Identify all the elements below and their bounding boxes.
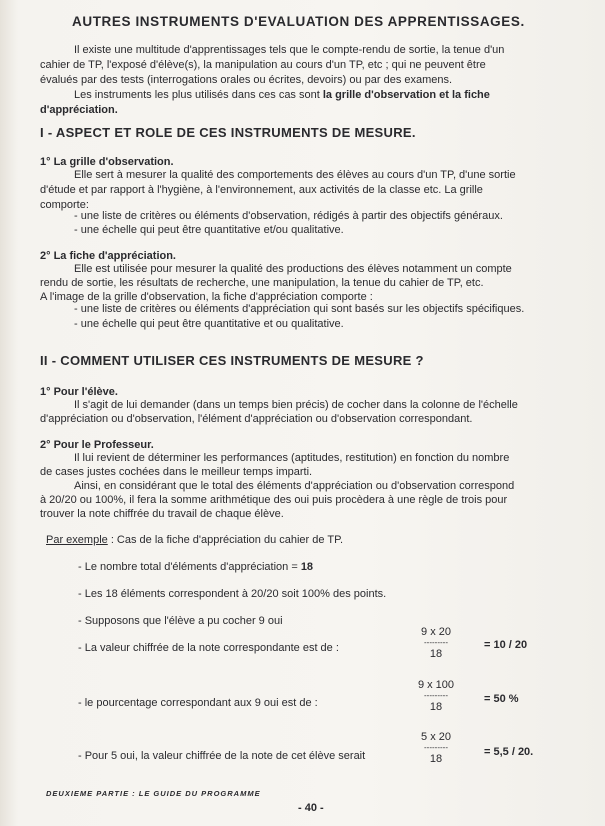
- result-2: = 50 %: [484, 693, 519, 705]
- fraction-3-denominator: 18: [429, 753, 443, 765]
- example-item-3: - Supposons que l'élève a pu cocher 9 oui: [78, 615, 283, 627]
- example-item-2: - Les 18 éléments correspondent à 20/20 soit 100% des points.: [78, 588, 387, 600]
- example-label: Par exemple: [46, 534, 108, 546]
- s1-sub2-bullet-2: - une échelle qui peut être quantitative et ou qualitative.: [74, 318, 344, 330]
- s1-sub2-bullet-1: - une liste de critères ou éléments d'appréciation qui sont basés sur les objectifs spécifiques.: [74, 303, 525, 315]
- section-1-sub-1-heading: 1° La grille d'observation.: [40, 156, 174, 168]
- example-item-4: - La valeur chiffrée de la note correspondante est de :: [78, 642, 339, 654]
- s1-sub1-bullet-1: - une liste de critères ou éléments d'observation, rédigés à partir des objectifs généraux.: [74, 210, 503, 222]
- section-2-heading: II - COMMENT UTILISER CES INSTRUMENTS DE MESURE ?: [40, 353, 424, 368]
- fraction-2-bar: ---------: [424, 691, 448, 700]
- s2-sub2-line-1: Il lui revient de déterminer les performances (aptitudes, restitution) en fonction du nombre: [74, 452, 510, 464]
- page-number: - 40 -: [298, 802, 324, 814]
- section-1-heading: I - ASPECT ET ROLE DE CES INSTRUMENTS DE MESURE.: [40, 125, 416, 140]
- section-2-sub-2-heading: 2° Pour le Professeur.: [40, 439, 154, 451]
- fraction-1-denominator: 18: [429, 648, 443, 660]
- fraction-1-numerator: 9 x 20: [421, 626, 451, 638]
- s2-sub2-line-2: de cases justes cochées dans le meilleur temps imparti.: [40, 466, 313, 478]
- result-1: = 10 / 20: [484, 639, 528, 651]
- s1-sub2-line-1: Elle est utilisée pour mesurer la qualité des productions des élèves notamment un compte: [74, 263, 512, 275]
- intro-line-1: Il existe une multitude d'apprentissages tels que le compte-rendu de sortie, la tenue d'un: [74, 44, 505, 56]
- fraction-1: [406, 626, 466, 660]
- intro-line-4-bold: la grille d'observation et la fiche: [322, 89, 490, 101]
- example-line: [46, 533, 343, 548]
- fraction-3-numerator: 5 x 20: [421, 731, 451, 743]
- section-1-sub-2-heading: 2° La fiche d'appréciation.: [40, 250, 176, 262]
- result-3: = 5,5 / 20.: [484, 746, 534, 758]
- example-item-1: [78, 560, 313, 575]
- s2-sub1-line-2: d'appréciation ou d'observation, l'élément d'appréciation ou d'observation correspondant.: [40, 413, 473, 425]
- fraction-2: [406, 679, 466, 713]
- intro-line-2: cahier de TP, l'exposé d'élève(s), la manipulation au cours d'un TP, etc ; qui ne peuvent être: [40, 59, 486, 71]
- example-item-1-value: 18: [300, 561, 314, 573]
- fraction-3-bar: ---------: [424, 743, 448, 752]
- intro-line-3: évalués par des tests (interrogations orales ou écrites, devoirs) ou par des examens.: [40, 74, 453, 86]
- example-item-5: - le pourcentage correspondant aux 9 oui est de :: [78, 697, 318, 709]
- s2-sub1-line-1: Il s'agit de lui demander (dans un temps bien précis) de cocher dans la colonne de l'échelle: [74, 399, 518, 411]
- example-item-1-text: - Le nombre total d'éléments d'appréciation =: [78, 561, 301, 573]
- s2-sub2-line-4: à 20/20 ou 100%, il fera la somme arithmétique des oui puis procèdera à une règle de trois pour: [40, 494, 508, 506]
- s2-sub2-line-3: Ainsi, en considérant que le total des éléments d'appréciation ou d'observation correspond: [74, 480, 515, 492]
- example-item-6: - Pour 5 oui, la valeur chiffrée de la note de cet élève serait: [78, 750, 366, 762]
- fraction-3: [406, 731, 466, 765]
- s1-sub1-line-2: d'étude et par rapport à l'hygiène, à l'environnement, aux activités de la classe etc. La grille: [40, 184, 483, 196]
- page-title: AUTRES INSTRUMENTS D'EVALUATION DES APPRENTISSAGES.: [72, 14, 525, 29]
- intro-line-4-start: Les instruments les plus utilisés dans ces cas sont: [74, 89, 323, 101]
- s1-sub2-line-3: A l'image de la grille d'observation, la fiche d'appréciation comporte :: [40, 291, 373, 303]
- s1-sub1-bullet-2: - une échelle qui peut être quantitative et/ou qualitative.: [74, 224, 344, 236]
- s1-sub2-line-2: rendu de sortie, les résultats de recherche, une manipulation, la tenue du cahier de TP, etc.: [40, 277, 484, 289]
- s1-sub1-line-1: Elle sert à mesurer la qualité des comportements des élèves au cours d'un TP, d'une sortie: [74, 169, 516, 181]
- section-2-sub-1-heading: 1° Pour l'élève.: [40, 386, 118, 398]
- footer-part-label: DEUXIEME PARTIE : LE GUIDE DU PROGRAMME: [46, 789, 261, 798]
- s1-sub1-line-3: comporte:: [40, 199, 89, 211]
- fraction-2-denominator: 18: [429, 701, 443, 713]
- example-text: : Cas de la fiche d'appréciation du cahier de TP.: [107, 534, 344, 546]
- intro-line-4: [74, 88, 490, 103]
- s2-sub2-line-5: trouver la note chiffrée du travail de chaque élève.: [40, 508, 284, 520]
- fraction-1-bar: ---------: [424, 638, 448, 647]
- fraction-2-numerator: 9 x 100: [417, 679, 455, 691]
- intro-line-5: d'appréciation.: [40, 104, 118, 116]
